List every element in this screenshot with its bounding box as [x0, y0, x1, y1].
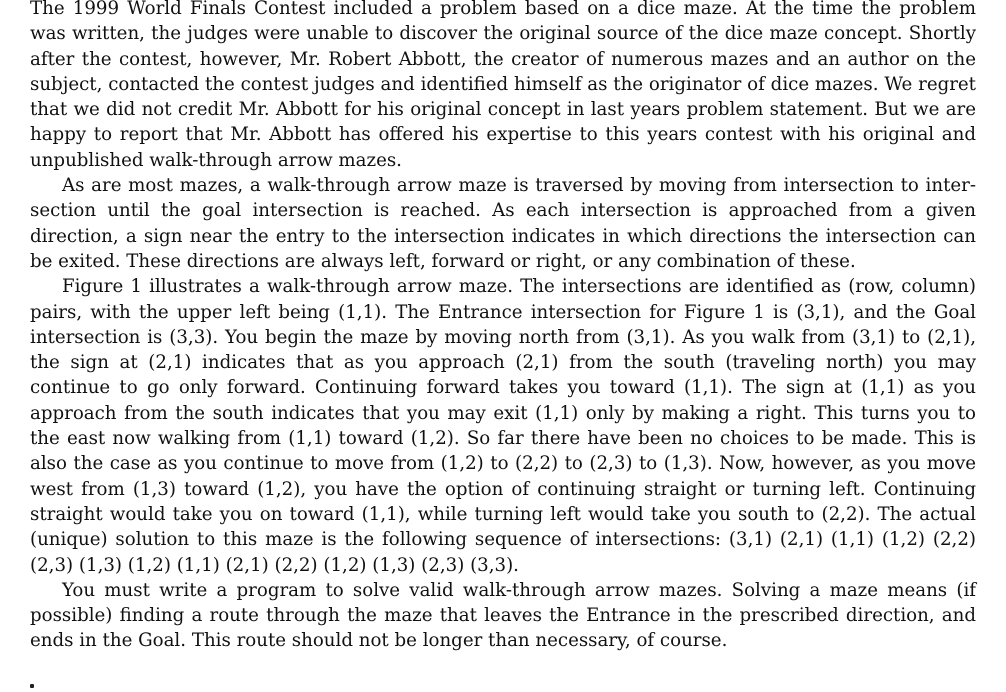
paragraph-figure-1-example: Figure 1 illustrates a walk-through arrow maze. The intersections are identified as (row, column) pairs, with the upper left being (1,1). The Entrance intersection for Figure 1 is (3,1), and the Goal intersection is (3,3). You begin the maze by moving north from (3,1). As you walk from (3,1) to (2,1), the sign at (2,1) indicates that as you approach (2,1) from the south (traveling north) you may continue to go only forward. Continuing forward takes you toward (1,1). The sign at (1,1) as you approach from the south indicates that you may exit (1,1) only by making a right. This turns you to the east now walking from (1,1) toward (1,2). So far there have been no choices to be made. This is also the case as you continue to move from (1,2) to (2,2) to (2,3) to (1,3). Now, however, as you move west from (1,3) toward (1,2), you have the option of continuing straight or turning left. Continuing straight would take you on toward (1,1), while turning left would take you south to (2,2). The actual (unique) solution to this maze is the following sequence of intersections: (3,1) (2,1) (1,1) (1,2) (2,2) (2,3) (1,3) (1,2) (1,1) (2,1) (2,2) (1,2) (1,3) (2,3) (3,3). — [30, 276, 976, 576]
paragraph-dice-maze-history: The 1999 World Finals Contest included a problem based on a dice maze. At the time the problem was written, the judges were unable to discover the original source of the dice maze concept. Shortly after the contest, however, Mr. Robert Abbott, the creator of numerous mazes and an author on the subject, contacted the contest judges and identified himself as the originator of dice mazes. We regret that we did not credit Mr. Abbott for his original concept in last years problem statement. But we are happy to report that Mr. Abbott has offered his expertise to this years contest with his original and unpublished walk-through arrow mazes. — [30, 0, 976, 171]
text-cutoff-mark — [30, 684, 34, 688]
problem-statement — [30, 0, 976, 654]
paragraph-maze-traversal: As are most mazes, a walk-through arrow maze is traversed by moving from intersection to intersection until the goal intersection is reached. As each intersection is approached from a given direction, a sign near the entry to the intersection indicates in which directions the intersection can be exited. These directions are always left, forward or right, or any combination of these. — [30, 175, 976, 272]
paragraph-task-description: You must write a program to solve valid walk-through arrow mazes. Solving a maze means (if possible) finding a route through the maze that leaves the Entrance in the prescribed direction, and ends in the Goal. This route should not be longer than necessary, of course. — [30, 579, 976, 652]
